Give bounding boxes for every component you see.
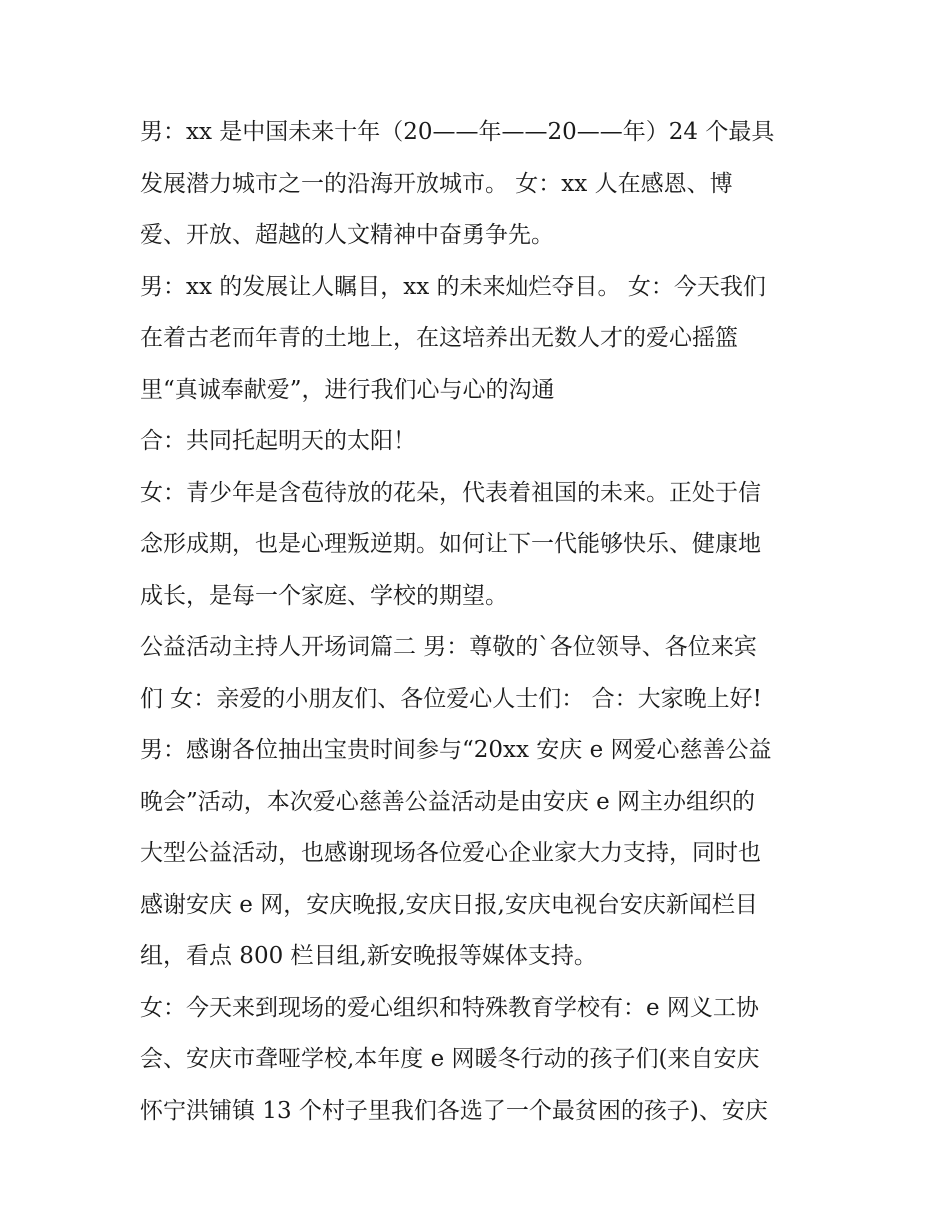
document-body (140, 107, 820, 1137)
text-line: 会、安庆市聋哑学校,本年度 e 网暖冬行动的孩子们(来自安庆 (140, 1046, 760, 1072)
text-line: 怀宁洪铺镇 13 个村子里我们各选了一个最贫困的孩子)、安庆 (140, 1097, 768, 1124)
text-line: 们 女：亲爱的小朋友们、各位爱心人士们： 合：大家晚上好! (140, 685, 762, 712)
text-line: 里“真诚奉献爱”，进行我们心与心的沟通 (140, 376, 555, 403)
text-line: 男：xx 是中国未来十年（20——年——20——年）24 个最具 (140, 119, 775, 145)
text-line: 晚会”活动，本次爱心慈善公益活动是由安庆 e 网主办组织的 (140, 788, 755, 815)
text-line: 感谢安庆 e 网，安庆晚报,安庆日报,安庆电视台安庆新闻栏目 (140, 891, 758, 918)
text-line: 在着古老而年青的土地上，在这培养出无数人才的爱心摇篮 (140, 325, 738, 351)
text-line: 成长，是每一个家庭、学校的期望。 (140, 582, 508, 609)
text-line: 发展潜力城市之一的沿海开放城市。 女：xx 人在感恩、博 (140, 170, 733, 197)
text-line: 合：共同托起明天的太阳！ (140, 428, 416, 454)
text-line: 男：xx 的发展让人瞩目，xx 的未来灿烂夺目。 女：今天我们 (140, 273, 766, 300)
text-line: 女：青少年是含苞待放的花朵，代表着祖国的未来。正处于信 (140, 479, 761, 506)
text-line: 男：感谢各位抽出宝贵时间参与“20xx 安庆 e 网爱心慈善公益 (140, 737, 772, 763)
text-line: 爱、开放、超越的人文精神中奋勇争先。 (140, 222, 554, 248)
text-line: 念形成期，也是心理叛逆期。如何让下一代能够快乐、健康地 (140, 531, 761, 557)
text-line: 女：今天来到现场的爱心组织和特殊教育学校有：e 网义工协 (140, 994, 759, 1021)
text-line: 公益活动主持人开场词篇二 男：尊敬的`各位领导、各位来宾 (140, 634, 757, 660)
text-line: 组，看点 800 栏目组,新安晚报等媒体支持。 (140, 943, 597, 969)
text-line: 大型公益活动，也感谢现场各位爱心企业家大力支持，同时也 (140, 840, 761, 866)
